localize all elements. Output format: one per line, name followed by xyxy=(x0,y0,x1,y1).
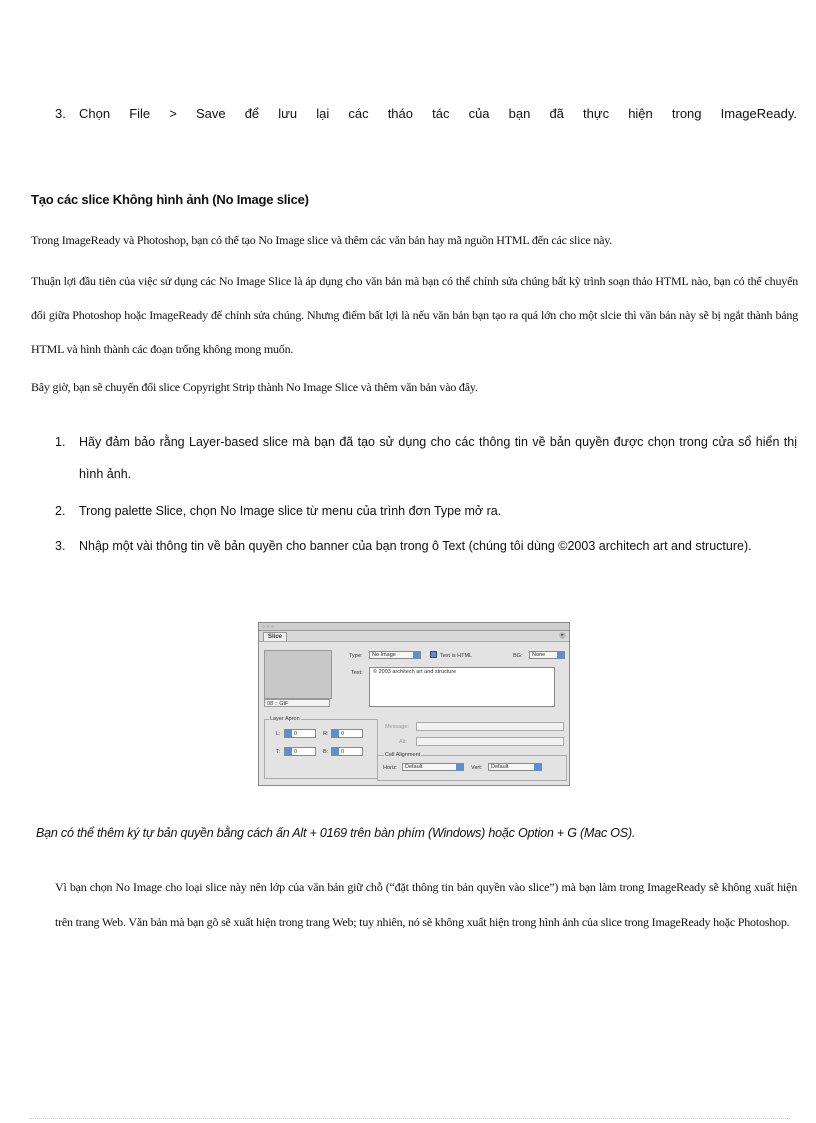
text-is-html-label: Text is HTML xyxy=(440,653,473,659)
step-word: lưu xyxy=(278,106,298,121)
paragraph-closing: Vì bạn chọn No Image cho loại slice này nên lớp của văn bản giữ chỗ (“đặt thông tin bản quyền vào slice”) mà bạn làm trong ImageReady sẽ không xuất hiện trên trang Web. Văn bản mà bạn gõ sẽ xuất hiện trong trang Web; tuy nhiên, nó sẽ không xuất hiện trong hình ảnh của slice trong ImageReady hoặc Photoshop. xyxy=(55,880,797,929)
checkbox-icon xyxy=(430,651,437,658)
alt-field xyxy=(416,737,564,746)
palette-menu-icon: ▸ xyxy=(559,632,566,639)
message-label: Message: xyxy=(385,724,409,730)
list-item xyxy=(55,495,797,527)
bg-value: None xyxy=(532,652,546,658)
step-word: tác xyxy=(432,106,450,121)
window-controls-icon: ○ ○ ○ xyxy=(262,624,274,630)
step-word: hiện xyxy=(628,106,653,121)
layer-apron-label: Layer Apron xyxy=(270,716,300,722)
step-word: > xyxy=(169,106,177,121)
b-value: 0 xyxy=(341,749,345,755)
bg-label: BG: xyxy=(513,653,523,659)
dropdown-arrow-icon xyxy=(557,652,564,659)
step-word: lại xyxy=(316,106,330,121)
palette-titlebar xyxy=(259,623,569,631)
t-input xyxy=(284,747,316,756)
vert-label: Vert: xyxy=(471,765,483,771)
step-text xyxy=(79,106,797,121)
figure-caption: Bạn có thể thêm ký tự bản quyền bằng cách ấn Alt + 0169 trên bàn phím (Windows) hoặc Option + G (Mac OS). xyxy=(36,826,636,840)
r-input xyxy=(331,729,363,738)
cell-alignment-label: Cell Alignment xyxy=(385,752,421,758)
paragraph-intro: Trong ImageReady và Photoshop, bạn có thể tạo No Image slice và thêm các văn bản hay mã nguồn HTML đến các slice này. xyxy=(31,233,613,247)
l-input xyxy=(284,729,316,738)
horiz-select xyxy=(402,763,464,771)
slice-palette-screenshot xyxy=(258,622,570,786)
list-text: Trong palette Slice, chọn No Image slice từ menu của trình đơn Type mở ra. xyxy=(79,504,502,518)
slice-preview xyxy=(264,650,332,699)
t-value: 0 xyxy=(294,749,298,755)
stepper-icon xyxy=(332,748,339,755)
step-word: tháo xyxy=(387,106,413,121)
step-word: các xyxy=(348,106,369,121)
dropdown-arrow-icon xyxy=(413,652,420,659)
paragraph-convert: Bây giờ, bạn sẽ chuyển đổi slice Copyright Strip thành No Image Slice và thêm văn bản vào đây. xyxy=(31,380,478,394)
step-word: Save xyxy=(195,106,226,121)
step-word: Chọn xyxy=(79,106,111,121)
text-label: Text: xyxy=(351,670,363,676)
bg-select xyxy=(529,651,565,659)
list-number: 2. xyxy=(55,504,66,518)
vert-select xyxy=(488,763,542,771)
list-number: 1. xyxy=(55,435,66,449)
step-word: của xyxy=(468,106,490,121)
type-value: No Image xyxy=(372,652,396,658)
type-select xyxy=(369,651,421,659)
l-value: 0 xyxy=(294,731,298,737)
step-word: File xyxy=(129,106,151,121)
list-text: Nhập một vài thông tin về bản quyền cho banner của bạn trong ô Text (chúng tôi dùng ©2003 architech art and structure). xyxy=(79,539,752,553)
step-save xyxy=(55,106,797,121)
stepper-icon xyxy=(285,748,292,755)
dropdown-arrow-icon xyxy=(456,764,463,771)
horiz-value: Default xyxy=(405,764,423,770)
alt-label: Alt: xyxy=(399,739,407,745)
list-text: Hãy đảm bảo rằng Layer-based slice mà bạn đã tạo sử dụng cho các thông tin về bản quyền được chọn trong cửa sổ hiển thị hình ảnh. xyxy=(79,435,797,481)
page-bottom-rule xyxy=(30,1118,790,1119)
list-item xyxy=(55,426,797,490)
r-value: 0 xyxy=(341,731,345,737)
b-input xyxy=(331,747,363,756)
palette-tabbar xyxy=(259,631,569,642)
stepper-icon xyxy=(285,730,292,737)
step-word: bạn xyxy=(508,106,531,121)
l-label: L: xyxy=(276,731,281,737)
stepper-icon xyxy=(332,730,339,737)
step-word: thực xyxy=(583,106,610,121)
b-label: B: xyxy=(323,749,329,755)
step-word: đã xyxy=(549,106,564,121)
step-number: 3. xyxy=(55,106,66,121)
section-heading: Tạo các slice Không hình ảnh (No Image slice) xyxy=(31,192,309,207)
message-field xyxy=(416,722,564,731)
step-word: trong xyxy=(671,106,702,121)
type-label: Type: xyxy=(349,653,363,659)
step-word: để xyxy=(244,106,260,121)
dropdown-arrow-icon xyxy=(534,764,541,771)
paragraph-advantages: Thuận lợi đầu tiên của việc sử dụng các No Image Slice là áp dụng cho văn bản mà bạn có thể chỉnh sửa chúng bất kỳ trình soạn thảo HTML nào, bạn có thể chuyển đổi giữa Photoshop hoặc ImageReady để chỉnh sửa chúng. Nhưng điểm bất lợi là nếu văn bản bạn tạo ra quá lớn cho một slcie thì văn bản này sẽ bị ngắt thành bảng HTML và hình thành các đoạn trống không mong muốn. xyxy=(31,274,798,356)
preview-label: 08 :: GIF xyxy=(264,699,330,707)
list-number: 3. xyxy=(55,539,66,553)
horiz-label: Horiz: xyxy=(383,765,398,771)
list-item xyxy=(55,530,797,562)
text-field: © 2003 architech art and structure xyxy=(369,667,555,707)
step-word: ImageReady. xyxy=(720,106,797,121)
tab-slice: Slice xyxy=(263,632,287,641)
vert-value: Default xyxy=(491,764,509,770)
r-label: R: xyxy=(323,731,329,737)
t-label: T: xyxy=(276,749,281,755)
